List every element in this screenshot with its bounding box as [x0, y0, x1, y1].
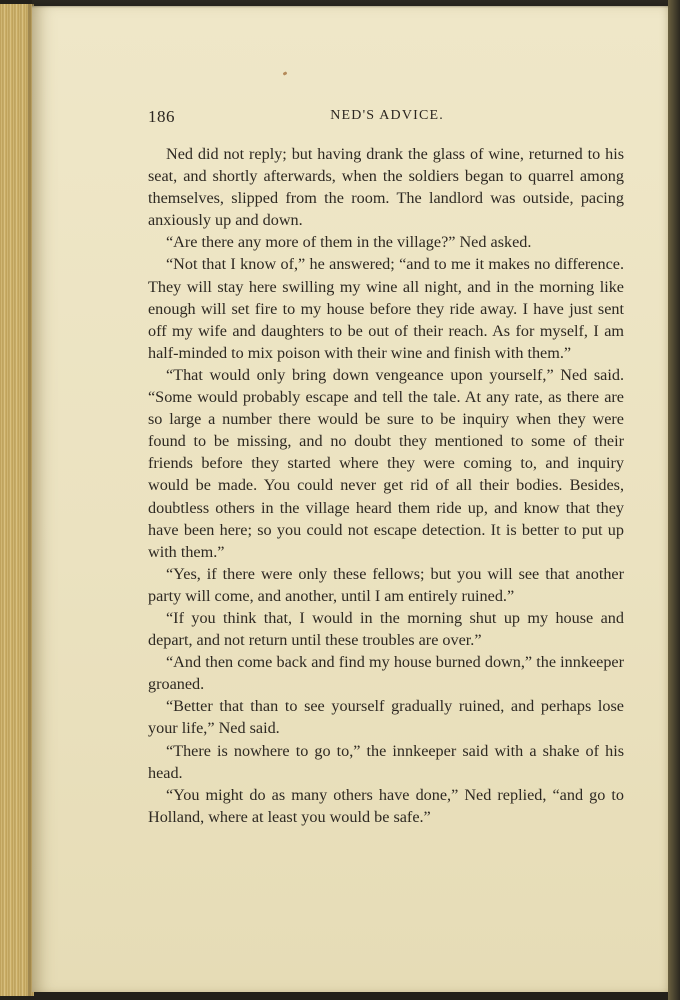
paragraph: “That would only bring down vengeance upon yourself,” Ned said. “Some would probably escape and tell the tale. At any rate, as there are so large a number there would be sure to be inquiry when they were found to be missing, and no doubt they mentioned to some of their friends before they started where they were coming to, and inquiry would be made. You could never get rid of all their bodies. Besides, doubtless others in the village heard them ride up, and know that they have been here; so you could not escape detection. It is better to put up with them.” [148, 365, 624, 561]
body-text [148, 143, 624, 828]
paragraph: “If you think that, I would in the morning shut up my house and depart, and not return until these troubles are over.” [148, 608, 624, 650]
paragraph: “There is nowhere to go to,” the innkeeper said with a shake of his head. [148, 741, 624, 782]
paragraph: “Are there any more of them in the village?” Ned asked. [166, 233, 532, 252]
page-number: 186 [148, 107, 175, 126]
right-edge [668, 0, 680, 1000]
paragraph: “Better that than to see yourself gradually ruined, and perhaps lose your life,” Ned said. [148, 697, 624, 738]
paragraph: “And then come back and find my house burned down,” the innkeeper groaned. [148, 653, 624, 694]
running-head: NED'S ADVICE. [330, 108, 444, 123]
top-shadow [32, 0, 680, 8]
paragraph: “You might do as many others have done,” Ned replied, “and go to Holland, where at least you would be safe.” [148, 785, 624, 826]
paragraph: Ned did not reply; but having drank the glass of wine, returned to his seat, and shortly afterwards, when the soldiers began to quarrel among themselves, slipped from the room. The landlord was outside, pacing anxiously up and down. [148, 145, 624, 230]
paragraph: “Yes, if there were only these fellows; but you will see that another party will come, and another, until I am entirely ruined.” [148, 564, 624, 605]
page-header [148, 107, 444, 129]
paragraph: “Not that I know of,” he answered; “and to me it makes no difference. They will stay here swilling my wine all night, and in the morning like enough will set fire to my house before they ride away. I have just sent off my wife and daughters to be out of their reach. As for myself, I am half-minded to mix poison with their wine and finish with them.” [148, 255, 624, 362]
page-edges [0, 4, 34, 996]
